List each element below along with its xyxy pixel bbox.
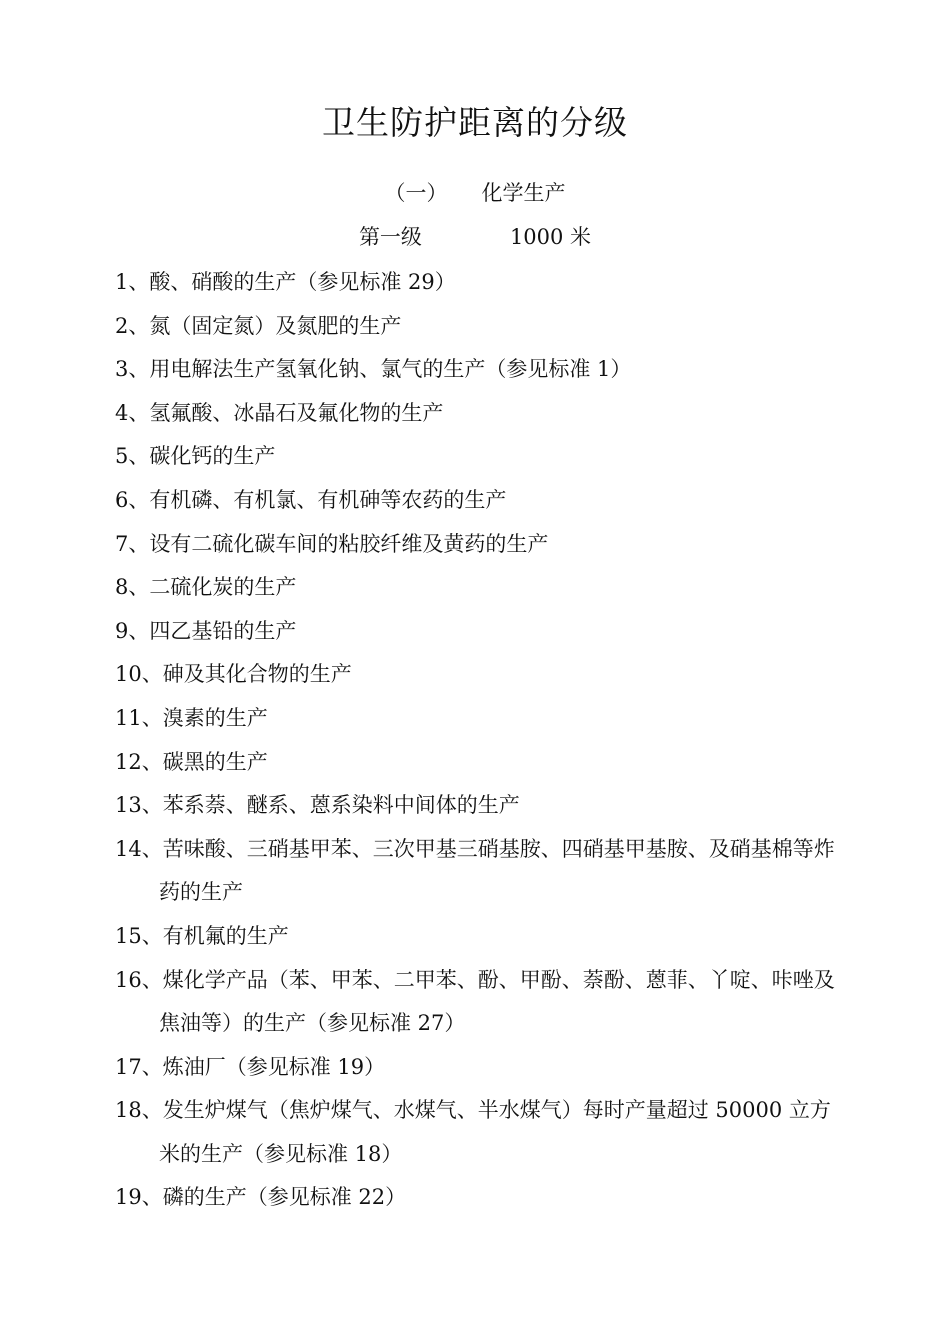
item-number: 11、 (115, 705, 163, 730)
production-list (115, 261, 835, 1220)
item-text: 氮（固定氮）及氮肥的生产 (149, 313, 402, 338)
page-title: 卫生防护距离的分级 (322, 103, 628, 142)
item-number: 6、 (115, 487, 150, 512)
list-item (115, 348, 835, 392)
item-number: 4、 (115, 400, 150, 425)
list-item (115, 653, 835, 697)
item-number: 10、 (115, 662, 163, 687)
item-text: 苦味酸、三硝基甲苯、三次甲基三硝基胺、四硝基甲基胺、及硝基棉等炸药的生产 (159, 836, 835, 905)
item-number: 16、 (115, 967, 163, 992)
item-text: 用电解法生产氢氧化钠、氯气的生产（参见标准 1） (149, 357, 632, 382)
section-name: 化学生产 (481, 181, 566, 205)
item-number: 2、 (115, 313, 150, 338)
item-number: 3、 (115, 357, 150, 382)
list-item (115, 392, 835, 436)
item-number: 19、 (115, 1185, 163, 1210)
item-number: 8、 (115, 575, 150, 600)
list-item (115, 1089, 835, 1176)
item-text: 炼油厂（参见标准 19） (162, 1054, 386, 1079)
grade-distance: 1000 米 (509, 225, 592, 249)
list-item (115, 915, 835, 959)
grade-label: 第一级 (358, 225, 422, 249)
item-number: 18、 (115, 1098, 163, 1123)
list-item (115, 959, 835, 1046)
list-item (115, 479, 835, 523)
item-text: 氢氟酸、冰晶石及氟化物的生产 (149, 400, 444, 425)
item-text: 设有二硫化碳车间的粘胶纤维及黄药的生产 (149, 531, 549, 556)
item-number: 17、 (115, 1054, 163, 1079)
item-number: 13、 (115, 793, 163, 818)
item-text: 苯系萘、醚系、蒽系染料中间体的生产 (162, 793, 520, 818)
section-index: （一） (384, 181, 448, 205)
item-number: 7、 (115, 531, 150, 556)
item-number: 5、 (115, 444, 150, 469)
item-text: 煤化学产品（苯、甲苯、二甲苯、酚、甲酚、萘酚、蒽菲、丫啶、咔唑及焦油等）的生产（参见标准 27） (159, 967, 835, 1036)
list-item (115, 784, 835, 828)
list-item (115, 1046, 835, 1090)
item-number: 15、 (115, 923, 163, 948)
list-item (115, 741, 835, 785)
section-heading (0, 174, 950, 212)
item-text: 有机磷、有机氯、有机砷等农药的生产 (149, 487, 507, 512)
list-item (115, 828, 835, 915)
item-text: 溴素的生产 (162, 705, 268, 730)
item-text: 碳化钙的生产 (149, 444, 276, 469)
list-item (115, 610, 835, 654)
item-text: 二硫化炭的生产 (149, 575, 297, 600)
item-number: 9、 (115, 618, 150, 643)
list-item (115, 261, 835, 305)
list-item (115, 566, 835, 610)
list-item (115, 523, 835, 567)
item-number: 1、 (115, 270, 150, 294)
item-text: 酸、硝酸的生产（参见标准 29） (149, 270, 456, 294)
item-text: 有机氟的生产 (162, 923, 289, 948)
list-item (115, 305, 835, 349)
item-number: 14、 (115, 836, 163, 861)
item-text: 四乙基铅的生产 (149, 618, 297, 643)
list-item (115, 435, 835, 479)
grade-heading (0, 218, 950, 256)
item-text: 磷的生产（参见标准 22） (162, 1185, 407, 1210)
list-item (115, 1176, 835, 1220)
item-text: 砷及其化合物的生产 (162, 662, 352, 687)
item-number: 12、 (115, 749, 163, 774)
list-item (115, 697, 835, 741)
item-text: 发生炉煤气（焦炉煤气、水煤气、半水煤气）每时产量超过 50000 立方米的生产（参见标准 18） (159, 1098, 831, 1166)
item-text: 碳黑的生产 (162, 749, 268, 774)
